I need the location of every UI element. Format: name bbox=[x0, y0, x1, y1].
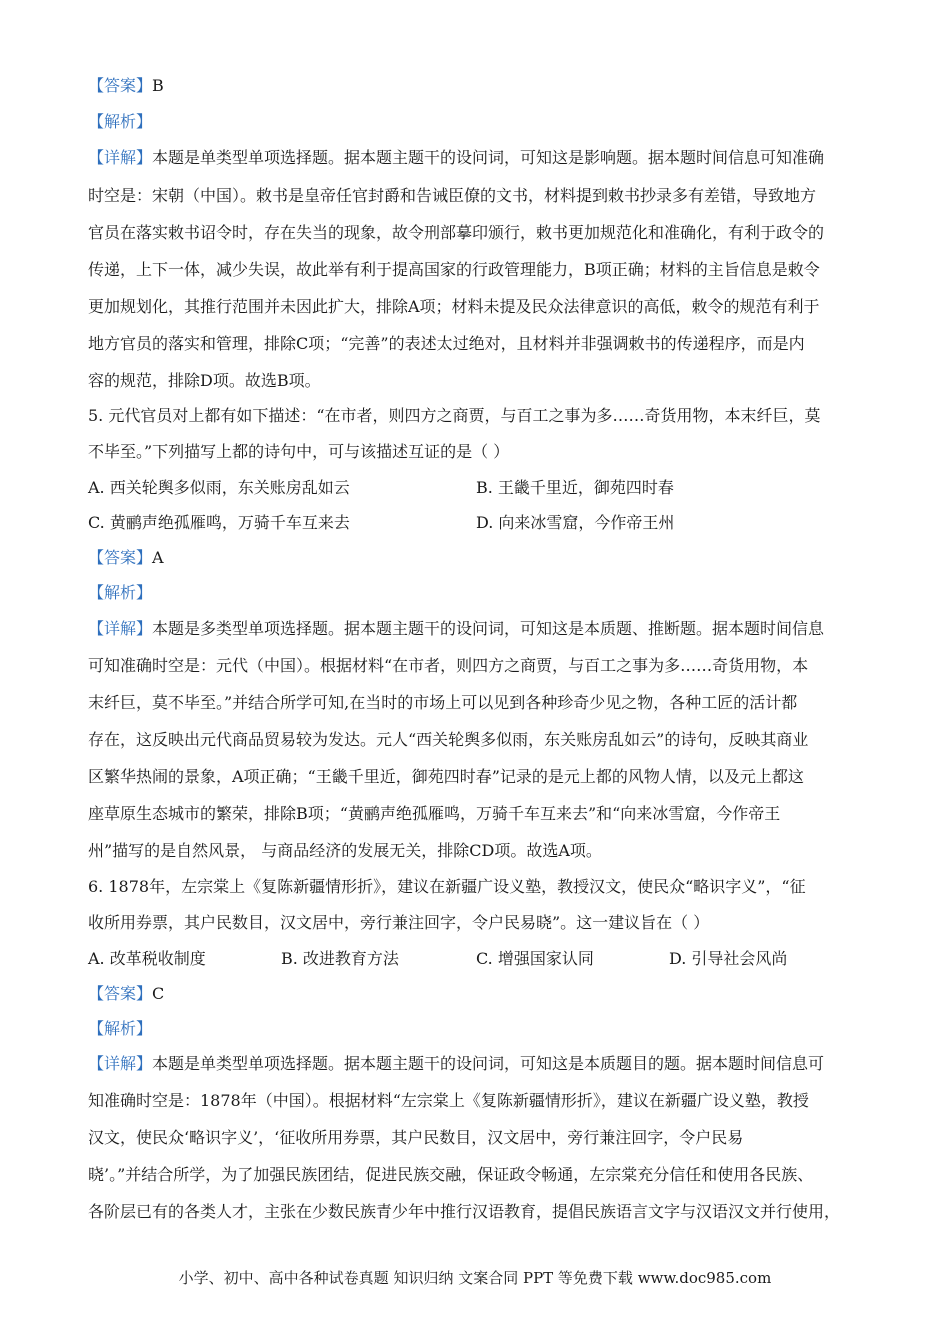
detail-tag: 【详解】 bbox=[88, 619, 153, 638]
q5-stem-line: 不毕至。”下列描写上都的诗句中，可与该描述互证的是（ ） bbox=[88, 442, 510, 461]
q4-answer-line bbox=[88, 76, 868, 96]
analysis-tag: 【解析】 bbox=[88, 1019, 153, 1038]
q5-analysis-line bbox=[88, 583, 868, 603]
q4-answer: B bbox=[152, 76, 164, 95]
q6-detail-line bbox=[88, 1054, 868, 1074]
q4-analysis-line bbox=[88, 112, 868, 132]
q4-explain-line: 容的规范，排除D项。故选B项。 bbox=[88, 371, 321, 390]
q6-explain-line: 汉文，使民众‘略识字义’，‘征收所用券票，其户民数目，汉文居中，旁行兼注回字，令户民易 bbox=[88, 1128, 744, 1147]
q6-stem-line: 6. 1878年，左宗棠上《复陈新疆情形折》，建议在新疆广设义塾，教授汉文，使民众“略识字义”，“征 bbox=[88, 877, 806, 896]
q6-stem-line: 收所用券票，其户民数目，汉文居中，旁行兼注回字，令户民易晓”。这一建议旨在（ ） bbox=[88, 913, 710, 932]
q6-explain-line: 本题是单类型单项选择题。据本题主题干的设问词，可知这是本质题目的题。据本题时间信息可 bbox=[152, 1054, 825, 1073]
q4-explain-line: 传递，上下一体，减少失误，故此举有利于提高国家的行政管理能力，B项正确；材料的主旨信息是敕令 bbox=[88, 260, 820, 279]
q4-explain-line: 本题是单类型单项选择题。据本题主题干的设问词，可知这是影响题。据本题时间信息可知准确 bbox=[152, 148, 825, 167]
q5-explain-line: 座草原生态城市的繁荣，排除B项；“黄鹂声绝孤雁鸣，万骑千车互来去”和“向来冰雪窟，今作帝王 bbox=[88, 804, 781, 823]
page-footer: 小学、初中、高中各种试卷真题 知识归纳 文案合同 PPT 等免费下载 www.doc985.com bbox=[178, 1269, 772, 1287]
q5-explain-line: 州”描写的是自然风景， 与商品经济的发展无关，排除CD项。故选A项。 bbox=[88, 841, 602, 860]
analysis-tag: 【解析】 bbox=[88, 583, 153, 602]
q6-analysis-line bbox=[88, 1019, 868, 1039]
q4-explain-line: 更加规划化，其推行范围并未因此扩大，排除A项；材料未提及民众法律意识的高低，敕令的规范有利于 bbox=[88, 297, 820, 316]
q4-explain-line: 地方官员的落实和管理，排除C项；“完善”的表述太过绝对，且材料并非强调敕书的传递程序，而是内 bbox=[88, 334, 805, 353]
q5-explain-line: 存在，这反映出元代商品贸易较为发达。元人“西关轮舆多似雨，东关账房乱如云”的诗句，反映其商业 bbox=[88, 730, 809, 749]
q6-option-c: C. 增强国家认同 bbox=[476, 949, 594, 968]
q5-stem-line: 5. 元代官员对上都有如下描述：“在市者，则四方之商贾，与百工之事为多……奇货用物，本末纤巨，莫 bbox=[88, 406, 821, 425]
answer-tag: 【答案】 bbox=[88, 984, 153, 1003]
q4-explain-line: 官员在落实敕书诏令时，存在失当的现象，故令刑部摹印颁行，敕书更加规范化和准确化，有利于政令的 bbox=[88, 223, 825, 242]
q6-answer: C bbox=[152, 984, 165, 1003]
q5-option-b: B. 王畿千里近，御苑四时春 bbox=[476, 478, 674, 497]
answer-tag: 【答案】 bbox=[88, 548, 153, 567]
q5-option-c: C. 黄鹂声绝孤雁鸣，万骑千车互来去 bbox=[88, 513, 350, 532]
q6-explain-line: 各阶层已有的各类人才，主张在少数民族青少年中推行汉语教育，提倡民族语言文字与汉语汉文并行使用， bbox=[88, 1202, 841, 1221]
q6-option-a: A. 改革税收制度 bbox=[88, 949, 206, 968]
detail-tag: 【详解】 bbox=[88, 1054, 153, 1073]
q5-explain-line: 区繁华热闹的景象，A项正确；“王畿千里近，御苑四时春”记录的是元上都的风物人情，以及元上都这 bbox=[88, 767, 804, 786]
q6-option-b: B. 改进教育方法 bbox=[281, 949, 399, 968]
q5-explain-line: 末纤巨，莫不毕至。”并结合所学可知,在当时的市场上可以见到各种珍奇少见之物，各种工匠的活计都 bbox=[88, 693, 798, 712]
q5-option-d: D. 向来冰雪窟，今作帝王州 bbox=[476, 513, 675, 532]
detail-tag: 【详解】 bbox=[88, 148, 153, 167]
q5-answer-line bbox=[88, 548, 868, 568]
q4-explain-line: 时空是：宋朝（中国）。敕书是皇帝任官封爵和告诫臣僚的文书，材料提到敕书抄录多有差错，导致地方 bbox=[88, 186, 817, 205]
q6-option-d: D. 引导社会风尚 bbox=[669, 949, 788, 968]
q6-answer-line bbox=[88, 984, 868, 1004]
analysis-tag: 【解析】 bbox=[88, 112, 153, 131]
q6-explain-line: 晓’。”并结合所学，为了加强民族团结，促进民族交融，保证政令畅通，左宗棠充分信任和使用各民族、 bbox=[88, 1165, 814, 1184]
q5-explain-line: 本题是多类型单项选择题。据本题主题干的设问词，可知这是本质题、推断题。据本题时间信息 bbox=[152, 619, 825, 638]
q5-answer: A bbox=[152, 548, 164, 567]
q5-detail-line bbox=[88, 619, 868, 639]
q5-option-a: A. 西关轮舆多似雨，东关账房乱如云 bbox=[88, 478, 350, 497]
q5-explain-line: 可知准确时空是：元代（中国）。根据材料“在市者，则四方之商贾，与百工之事为多……奇货用物，本 bbox=[88, 656, 809, 675]
answer-tag: 【答案】 bbox=[88, 76, 153, 95]
q4-detail-line bbox=[88, 148, 868, 168]
q6-explain-line: 知准确时空是：1878年（中国）。根据材料“左宗棠上《复陈新疆情形折》，建议在新疆广设义塾，教授 bbox=[88, 1091, 809, 1110]
